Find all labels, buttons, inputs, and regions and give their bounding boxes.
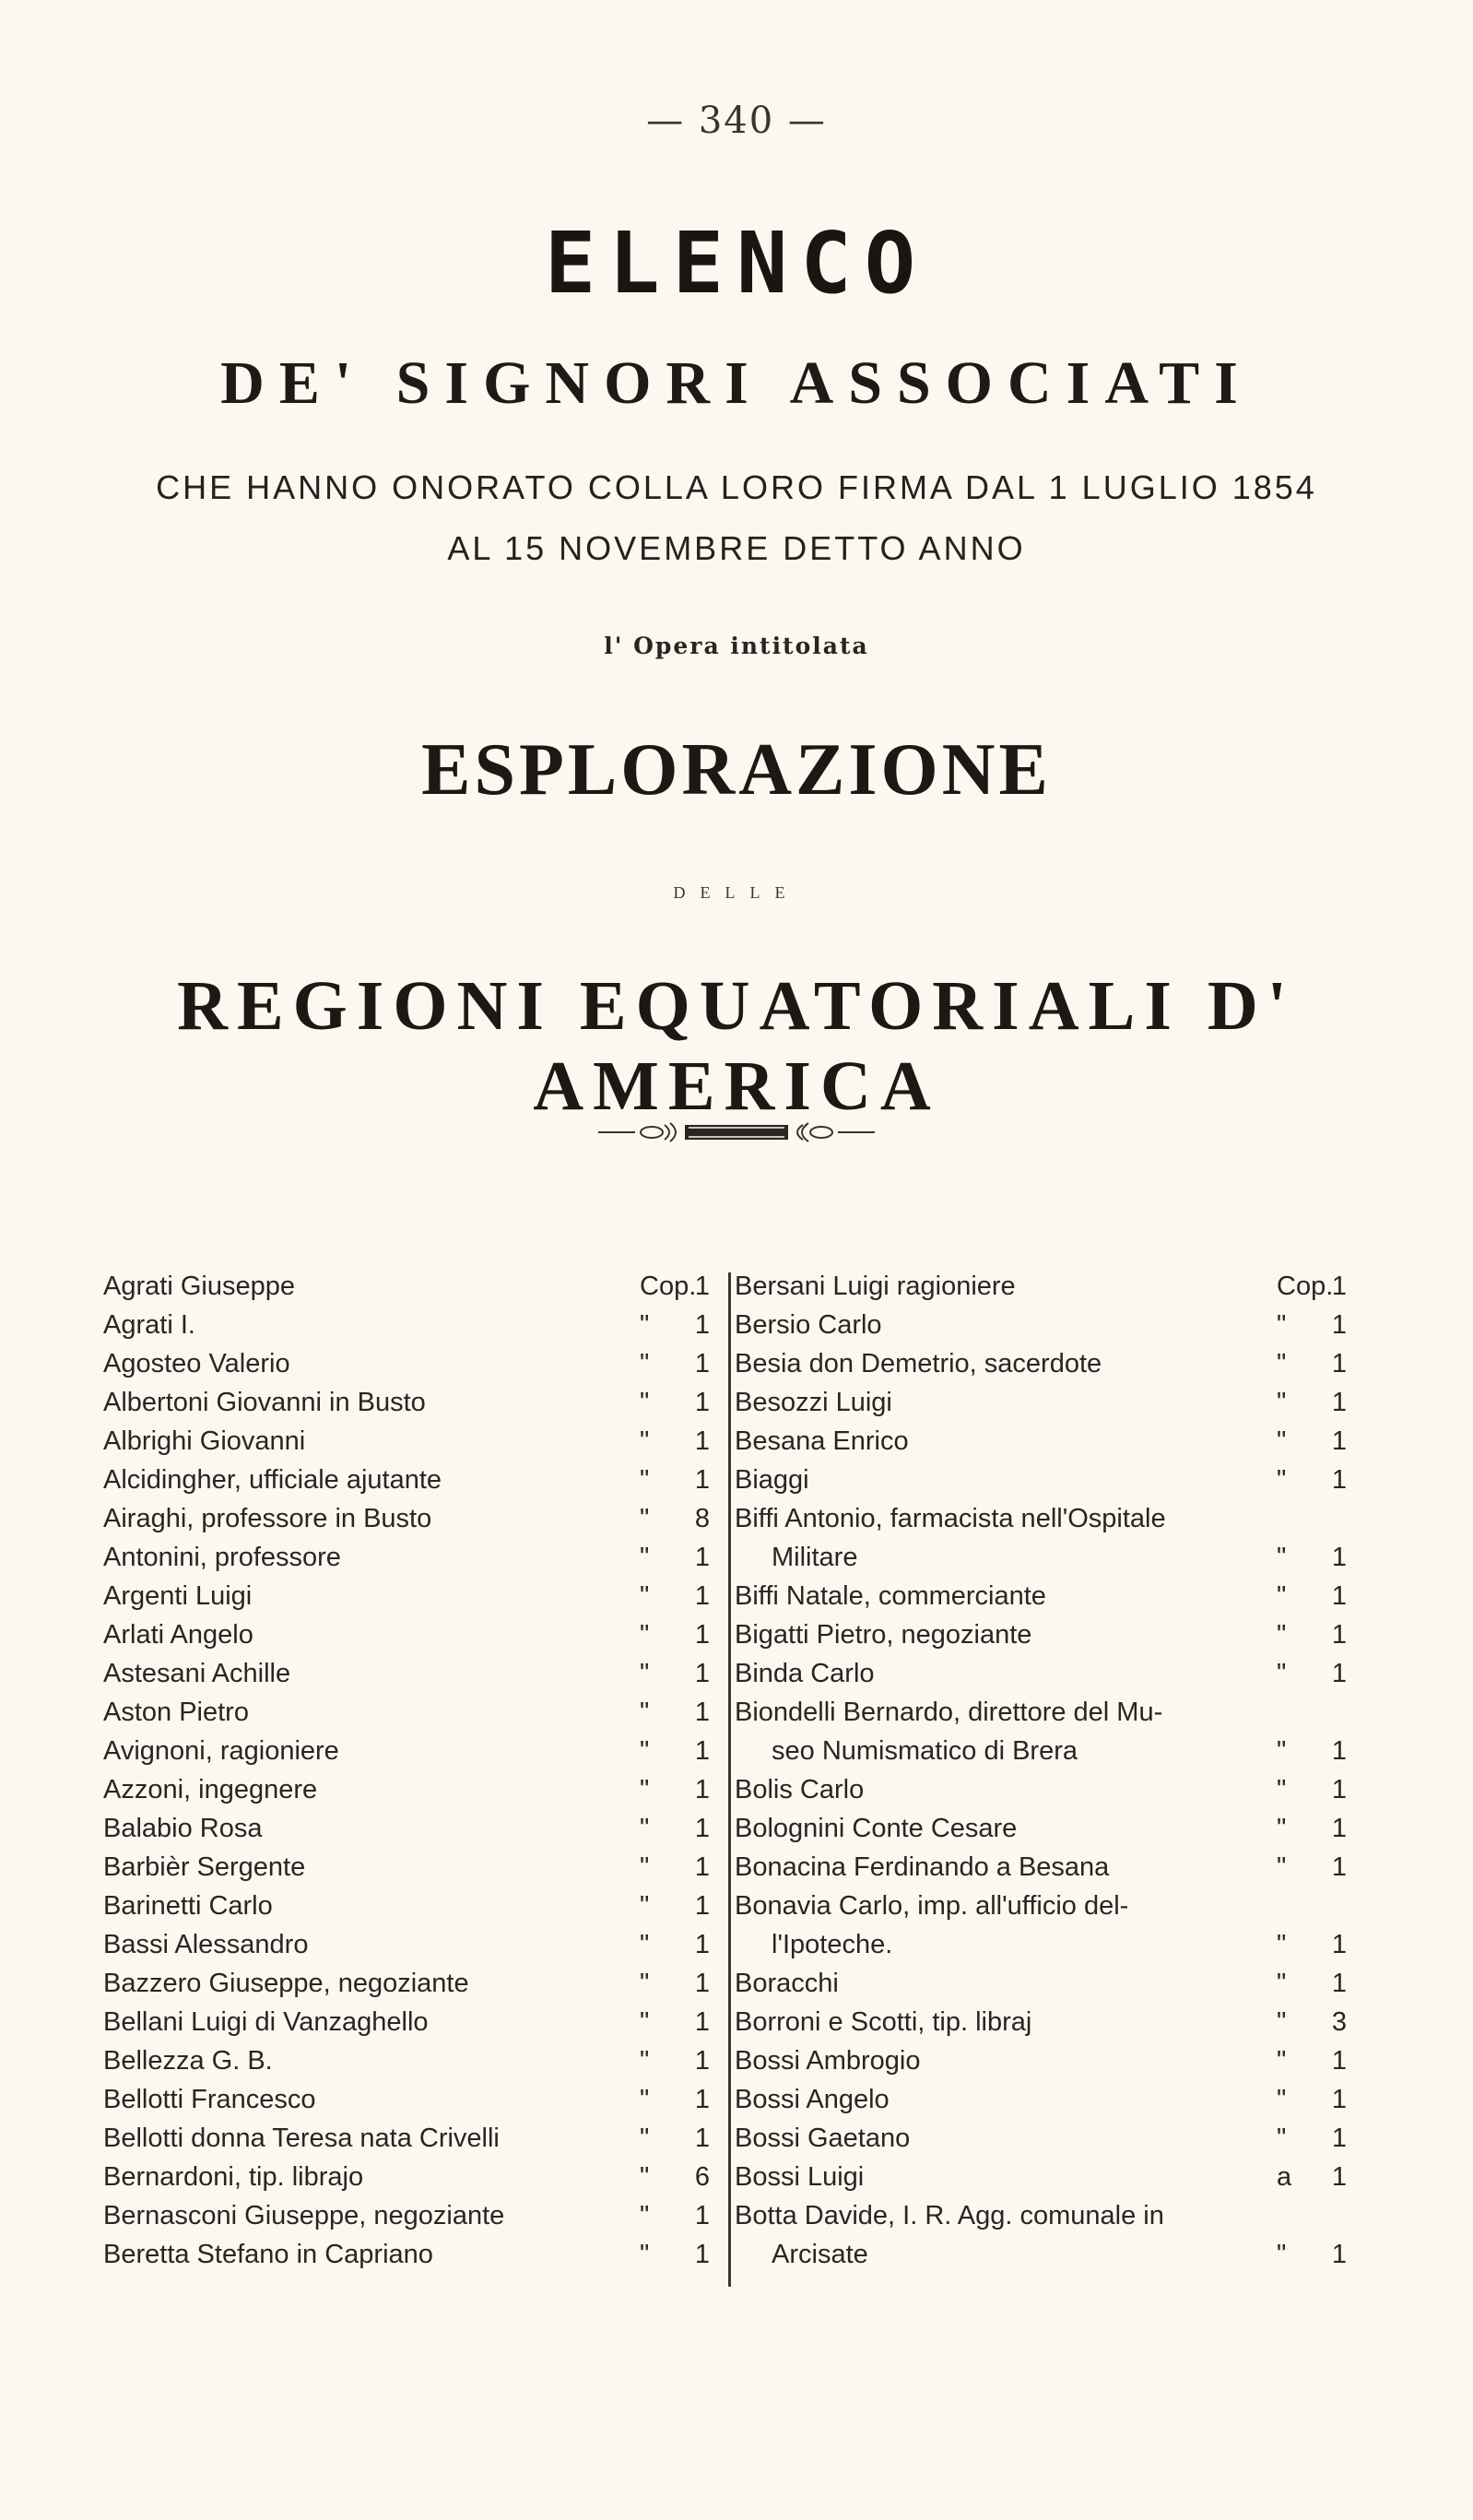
list-item [735, 1615, 1350, 1654]
copies-mark: " [640, 1930, 650, 1959]
copies-count: 1 [694, 1310, 711, 1340]
copies-count: 1 [694, 1465, 711, 1495]
subscriber-name: Biaggi [735, 1465, 809, 1495]
copies-mark: " [640, 1581, 650, 1611]
list-item [103, 1809, 713, 1848]
copies-mark: " [1277, 2007, 1287, 2037]
copies-mark: " [640, 2162, 650, 2192]
copies-mark: " [640, 1852, 650, 1882]
subscriber-name: Bersio Carlo [735, 1310, 882, 1340]
copies-mark: " [1277, 1543, 1287, 1572]
copies-count: 1 [694, 1620, 711, 1650]
copies-count: 1 [1331, 1465, 1348, 1495]
copies-count: 1 [694, 1543, 711, 1572]
list-item [735, 1770, 1350, 1809]
copies-mark: " [640, 2240, 650, 2269]
copies-mark: " [640, 2201, 650, 2230]
list-item [735, 1461, 1350, 1499]
list-item [735, 2158, 1350, 2196]
subscriber-name: Bigatti Pietro, negoziante [735, 1620, 1032, 1650]
list-item [103, 2041, 713, 2080]
list-item [735, 1306, 1350, 1344]
subscriber-list-right [735, 1267, 1350, 2274]
subscriber-name: Bernardoni, tip. librajo [103, 2162, 364, 2192]
copies-mark: a [1277, 2162, 1292, 2192]
copies-mark: " [1277, 2240, 1287, 2269]
copies-count: 1 [1331, 1736, 1348, 1766]
list-item [103, 2119, 713, 2158]
copies-count: 1 [1331, 2046, 1348, 2076]
copies-mark: " [640, 1736, 650, 1766]
copies-mark: " [640, 1543, 650, 1572]
copies-count: 1 [694, 2085, 711, 2114]
copies-mark: " [640, 2046, 650, 2076]
copies-mark: " [1277, 1349, 1287, 1378]
subscriber-name: Antonini, professore [103, 1543, 341, 1572]
list-item [735, 1732, 1350, 1770]
copies-count: 1 [694, 1349, 711, 1378]
work-subtitle: REGIONI EQUATORIALI D' AMERICA [177, 967, 1296, 1125]
copies-mark: " [640, 1388, 650, 1417]
list-item [103, 1422, 713, 1461]
copies-count: 1 [694, 2046, 711, 2076]
list-item [735, 1809, 1350, 1848]
subscriber-name: Bossi Angelo [735, 2085, 890, 2114]
subscriber-name: Bonacina Ferdinando a Besana [735, 1852, 1110, 1882]
list-item [103, 2235, 713, 2274]
list-item [735, 1538, 1350, 1577]
list-item [735, 2003, 1350, 2041]
list-item [103, 1732, 713, 1770]
subscriber-name: Militare [772, 1543, 858, 1572]
list-item [735, 1964, 1350, 2003]
copies-mark: " [1277, 1388, 1287, 1417]
subscriber-name: Bellotti donna Teresa nata Crivelli [103, 2124, 500, 2153]
copies-mark: " [1277, 2046, 1287, 2076]
copies-count: 1 [1331, 1930, 1348, 1959]
subscriber-name: Biffi Natale, commerciante [735, 1581, 1046, 1611]
copies-mark: Cop. [1277, 1272, 1334, 1301]
subscriber-name: Biffi Antonio, farmacista nell'Ospitale [735, 1504, 1166, 1533]
subscriber-name: Bossi Luigi [735, 2162, 865, 2192]
copies-count: 1 [694, 1736, 711, 1766]
subscriber-name: Agosteo Valerio [103, 1349, 290, 1378]
copies-mark: " [640, 1349, 650, 1378]
copies-count: 1 [1331, 2240, 1348, 2269]
copies-count: 1 [694, 1581, 711, 1611]
list-item [103, 1615, 713, 1654]
list-item [103, 2158, 713, 2196]
list-item [735, 1693, 1350, 1732]
list-item [103, 1383, 713, 1422]
list-item [103, 1267, 713, 1306]
subscriber-list-left [103, 1267, 713, 2274]
list-item [103, 1925, 713, 1964]
copies-mark: " [1277, 1581, 1287, 1611]
work-title: ESPLORAZIONE [421, 729, 1052, 810]
copies-mark: " [1277, 1775, 1287, 1804]
copies-count: 1 [694, 2007, 711, 2037]
subscriber-name: Avignoni, ragioniere [103, 1736, 339, 1766]
subscriber-name: Airaghi, professore in Busto [103, 1504, 432, 1533]
list-item [103, 1848, 713, 1887]
subscriber-name: Bellani Luigi di Vanzaghello [103, 2007, 429, 2037]
subscriber-name: Beretta Stefano in Capriano [103, 2240, 433, 2269]
copies-mark: " [640, 1620, 650, 1650]
list-item [735, 1925, 1350, 1964]
copies-mark: " [640, 1698, 650, 1727]
copies-mark: " [1277, 2124, 1287, 2153]
document-subtitle: DE' SIGNORI ASSOCIATI [220, 349, 1253, 417]
copies-mark: " [1277, 1736, 1287, 1766]
list-item [735, 1383, 1350, 1422]
copies-count: 1 [694, 1775, 711, 1804]
copies-count: 1 [1331, 1426, 1348, 1456]
copies-count: 1 [694, 1814, 711, 1843]
copies-count: 1 [694, 1891, 711, 1921]
copies-count: 1 [1331, 1272, 1348, 1301]
copies-count: 1 [1331, 1852, 1348, 1882]
subscriber-name: Bonavia Carlo, imp. all'ufficio del- [735, 1891, 1129, 1921]
subscriber-name: Arlati Angelo [103, 1620, 253, 1650]
subscriber-name: Bolis Carlo [735, 1775, 865, 1804]
list-item [103, 1887, 713, 1925]
copies-count: 1 [694, 1698, 711, 1727]
list-item [103, 1499, 713, 1538]
list-item [735, 1654, 1350, 1693]
subscriber-name: Bernasconi Giuseppe, negoziante [103, 2201, 505, 2230]
copies-mark: " [640, 1310, 650, 1340]
copies-count: 1 [1331, 2124, 1348, 2153]
copies-mark: " [1277, 1852, 1287, 1882]
subscriber-name: Bossi Ambrogio [735, 2046, 921, 2076]
copies-mark: " [640, 1465, 650, 1495]
list-item [103, 1344, 713, 1383]
subscriber-name: Aston Pietro [103, 1698, 249, 1727]
copies-count: 1 [694, 2124, 711, 2153]
subscriber-name: Besozzi Luigi [735, 1388, 892, 1417]
list-item [103, 1964, 713, 2003]
list-item [735, 1267, 1350, 1306]
copies-count: 1 [694, 1930, 711, 1959]
copies-count: 1 [1331, 1349, 1348, 1378]
copies-mark: " [640, 1969, 650, 1998]
copies-count: 1 [1331, 2162, 1348, 2192]
copies-count: 1 [1331, 1814, 1348, 1843]
subscriber-name: l'Ipoteche. [772, 1930, 893, 1959]
list-item [735, 1848, 1350, 1887]
copies-mark: " [640, 1891, 650, 1921]
copies-count: 1 [1331, 1310, 1348, 1340]
list-item [735, 2235, 1350, 2274]
subscriber-name: Balabio Rosa [103, 1814, 263, 1843]
copies-count: 1 [694, 1388, 711, 1417]
subscriber-name: Agrati Giuseppe [103, 1272, 295, 1301]
copies-count: 1 [1331, 1620, 1348, 1650]
copies-mark: " [640, 1504, 650, 1533]
copies-mark: " [640, 1775, 650, 1804]
list-item [735, 1499, 1350, 1538]
list-item [735, 2041, 1350, 2080]
list-item [103, 2003, 713, 2041]
copies-count: 1 [694, 1272, 711, 1301]
copies-count: 1 [694, 1659, 711, 1688]
copies-mark: " [640, 1426, 650, 1456]
copies-mark: " [1277, 1620, 1287, 1650]
subscriber-name: Argenti Luigi [103, 1581, 253, 1611]
copies-mark: " [1277, 2085, 1287, 2114]
list-item [103, 1461, 713, 1499]
opera-caption: l' Opera intitolata [604, 633, 869, 659]
list-item [103, 1538, 713, 1577]
copies-mark: " [1277, 1426, 1287, 1456]
copies-count: 1 [1331, 1543, 1348, 1572]
column-divider [728, 1272, 731, 2287]
copies-count: 1 [1331, 1969, 1348, 1998]
copies-mark: " [640, 1659, 650, 1688]
subscriber-name: Alcidingher, ufficiale ajutante [103, 1465, 442, 1495]
copies-count: 1 [694, 1969, 711, 1998]
subscriber-name: Besia don Demetrio, sacerdote [735, 1349, 1102, 1378]
copies-mark: " [1277, 1310, 1287, 1340]
list-item [103, 1306, 713, 1344]
subscriber-name: Besana Enrico [735, 1426, 909, 1456]
list-item [103, 1693, 713, 1732]
copies-mark: " [1277, 1930, 1287, 1959]
copies-count: 1 [1331, 1775, 1348, 1804]
copies-mark: " [640, 2085, 650, 2114]
page-number: — 340 — [646, 100, 827, 142]
subscriber-name: Bolognini Conte Cesare [735, 1814, 1018, 1843]
copies-mark: " [1277, 1969, 1287, 1998]
copies-count: 1 [694, 1852, 711, 1882]
subscriber-name: Binda Carlo [735, 1659, 875, 1688]
copies-mark: " [640, 1814, 650, 1843]
list-item [103, 1577, 713, 1615]
subscriber-name: Albertoni Giovanni in Busto [103, 1388, 426, 1417]
copies-count: 1 [1331, 1659, 1348, 1688]
subtitle-line-1: CHE HANNO ONORATO COLLA LORO FIRMA DAL 1 LUGLIO 1854 [156, 468, 1317, 506]
list-item [103, 1654, 713, 1693]
subscriber-name: Bellezza G. B. [103, 2046, 273, 2076]
copies-mark: " [640, 2124, 650, 2153]
copies-count: 1 [1331, 1581, 1348, 1611]
list-item [103, 1770, 713, 1809]
subscriber-name: Bossi Gaetano [735, 2124, 911, 2153]
copies-count: 3 [1331, 2007, 1348, 2037]
subscriber-name: Albrighi Giovanni [103, 1426, 306, 1456]
subscriber-name: Bersani Luigi ragioniere [735, 1272, 1016, 1301]
list-item [103, 2196, 713, 2235]
list-item [735, 1887, 1350, 1925]
subscriber-name: Astesani Achille [103, 1659, 291, 1688]
list-item [103, 2080, 713, 2119]
subscriber-name: Biondelli Bernardo, direttore del Mu- [735, 1698, 1163, 1727]
copies-count: 1 [694, 2240, 711, 2269]
copies-mark: " [1277, 1814, 1287, 1843]
copies-count: 1 [694, 2201, 711, 2230]
subscriber-name: Barinetti Carlo [103, 1891, 273, 1921]
subscriber-name: Bazzero Giuseppe, negoziante [103, 1969, 469, 1998]
copies-count: 8 [694, 1504, 711, 1533]
subscriber-name: Agrati I. [103, 1310, 195, 1340]
work-connector: DELLE [673, 883, 800, 902]
list-item [735, 2196, 1350, 2235]
subscriber-name: seo Numismatico di Brera [772, 1736, 1078, 1766]
subscriber-name: Botta Davide, I. R. Agg. comunale in [735, 2201, 1164, 2230]
list-item [735, 1577, 1350, 1615]
subscriber-name: Bellotti Francesco [103, 2085, 316, 2114]
subscriber-name: Barbièr Sergente [103, 1852, 306, 1882]
list-item [735, 1344, 1350, 1383]
subscriber-name: Bassi Alessandro [103, 1930, 309, 1959]
subscriber-name: Boracchi [735, 1969, 839, 1998]
copies-count: 1 [1331, 1388, 1348, 1417]
copies-count: 6 [694, 2162, 711, 2192]
copies-mark: " [640, 2007, 650, 2037]
list-item [735, 2119, 1350, 2158]
list-item [735, 1422, 1350, 1461]
subscriber-name: Arcisate [772, 2240, 868, 2269]
ornament-divider-icon [598, 1114, 875, 1151]
copies-mark: " [1277, 1465, 1287, 1495]
subscriber-name: Azzoni, ingegnere [103, 1775, 318, 1804]
document-title: ELENCO [544, 214, 929, 313]
copies-count: 1 [694, 1426, 711, 1456]
copies-mark: Cop. [640, 1272, 697, 1301]
copies-count: 1 [1331, 2085, 1348, 2114]
subtitle-line-2: AL 15 NOVEMBRE DETTO ANNO [447, 529, 1026, 567]
copies-mark: " [1277, 1659, 1287, 1688]
subscriber-name: Borroni e Scotti, tip. libraj [735, 2007, 1032, 2037]
list-item [735, 2080, 1350, 2119]
